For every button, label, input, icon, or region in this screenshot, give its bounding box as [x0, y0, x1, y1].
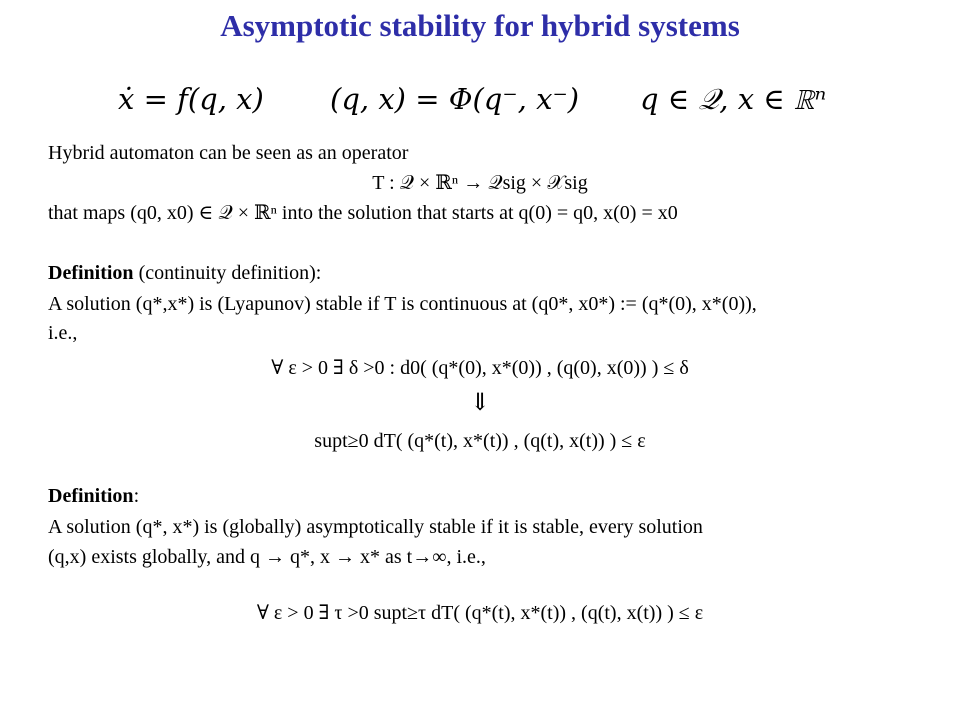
- slide-title: Asymptotic stability for hybrid systems: [220, 8, 740, 43]
- text-line-operator-intro: Hybrid automaton can be seen as an operator: [48, 142, 409, 164]
- equation-continuity-premise: ∀ ε > 0 ∃ δ >0 : d0( (q*(0), x*(0)) , (q(0), x(0)) ) ≤ δ: [271, 357, 689, 379]
- equation-reset: (q, x) = Φ(q⁻, x⁻): [330, 82, 580, 116]
- text-line-operator-def: T : 𝒬 × ℝⁿ → 𝒬sig × 𝒳sig: [372, 172, 588, 194]
- text-line-ie: i.e.,: [48, 322, 78, 344]
- equation-dynamics: ẋ = f(q, x): [118, 82, 264, 116]
- definition-2-heading: [48, 485, 139, 508]
- equation-asymptotic-stability: ∀ ε > 0 ∃ τ >0 supt≥τ dT( (q*(t), x*(t)) , (q(t), x(t)) ) ≤ ε: [256, 602, 704, 624]
- text-line-asymptotic-def: A solution (q*, x*) is (globally) asymptotically stable if it is stable, every solution: [48, 516, 703, 538]
- equation-continuity-conclusion: supt≥0 dT( (q*(t), x*(t)) , (q(t), x(t)) ) ≤ ε: [314, 430, 646, 452]
- text-line-asymptotic-cont: (q,x) exists globally, and q → q*, x → x* as t→∞, i.e.,: [48, 546, 486, 568]
- definition-2-label: Definition: [48, 485, 134, 507]
- definition-1-label: Definition: [48, 262, 134, 284]
- text-line-stability-def: A solution (q*,x*) is (Lyapunov) stable if T is continuous at (q0*, x0*) := (q*(0), x*(0)),: [48, 293, 757, 315]
- implies-arrow-icon: ⇓: [469, 390, 491, 416]
- definition-2-colon: :: [133, 485, 140, 507]
- definition-1-subtitle: (continuity definition):: [133, 262, 322, 284]
- text-line-operator-maps: that maps (q0, x0) ∈ 𝒬 × ℝⁿ into the solution that starts at q(0) = q0, x(0) = x0: [48, 202, 678, 224]
- definition-1-heading: [48, 262, 321, 285]
- equation-domain: q ∈ 𝒬, x ∈ ℝⁿ: [640, 82, 827, 116]
